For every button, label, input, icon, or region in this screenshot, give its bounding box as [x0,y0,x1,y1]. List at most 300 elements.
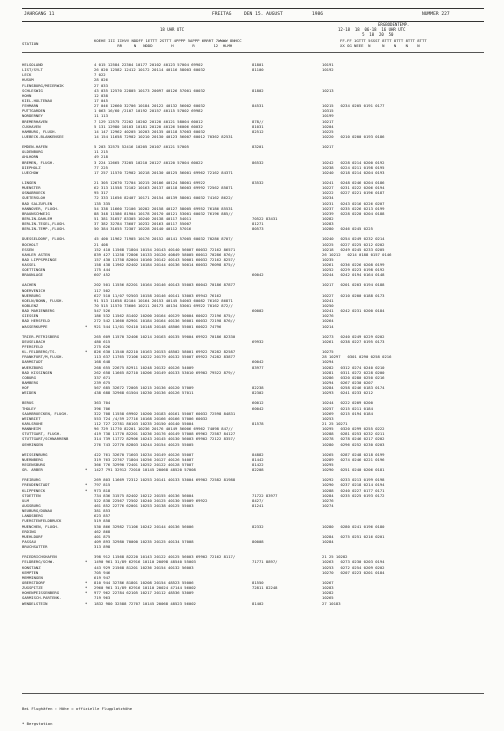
station-name: BAMBERG [22,380,39,386]
station-name: LECK [22,72,32,78]
observation-code: 314 739 11772 82906 10243 20145 40130 56003 69902 72122 8357/ [94,436,236,442]
soil-temp-code: 10227 0210 0200 0188 0173 [322,292,385,298]
station-header: STATION [22,41,39,46]
station-name: PUTTGARDEN [22,108,46,114]
station-name: OEHRINGEN [22,441,43,447]
station-name: HUSUM [22,77,34,83]
observation-code: 1490 961 31/89 62916 10110 20098 48540 55003 [94,559,196,565]
observation-code: 11 113 [94,113,108,119]
observation-code: 135 335 [94,200,111,206]
observation-code: 567 685 32672 72005 10215 20136 40120 57009 [94,385,194,391]
extra-code: 60042 [252,272,264,278]
observation-code: 839 427 11258 72806 10133 20120 40849 58005 60012 70286 876// [94,251,236,257]
station-name: BAD KISSINGEN [22,369,53,375]
station-name: ULM [22,497,29,503]
observation-code: 272 542 11660 82901 10184 20164 40136 56001 60032 72198 876// [94,318,236,324]
station-name: BRAUNLAGE [22,272,43,278]
soil-temp-code: 10278 0278 0246 0217 0202 [322,436,385,442]
observation-code: 96 729 11770 82201 10236 20176 40149 56006 69962 74098 847// [94,426,233,432]
station-name: STUTTGART/SCHNARRENB [22,436,69,442]
station-name: EMDEN-HAFEN [22,144,48,150]
station-name: MUEHLDORF [22,533,43,539]
observation-code: 158 438 11962 82402 10184 20144 40136 50014 60032 76098 875// [94,262,236,268]
observation-code: 2960 961 31/89 62916 10110 20024 47144 56002 [94,585,196,591]
station-name: MEMMINGEN [22,574,43,580]
soil-temp-code: 10239 0228 0220 0204 0188 [322,210,385,216]
station-name: KASSEL [22,262,36,268]
observation-code: 973 818 [94,487,111,493]
station-name: BERUS [22,400,34,406]
soil-temp-code: 10282 [322,215,334,221]
observation-code: 113 637 11765 72106 10222 20179 40132 55007 69922 74282 83877 [94,354,236,360]
station-name: HOF [22,385,29,391]
soil-temp-code: 10290 0237 0218 0214 0194 [322,482,385,488]
soil-temp-code: 10231 0243 0216 0226 0207 [322,200,385,206]
station-name: BREMERHAVEN [22,118,48,124]
station-name: FREIBURG [22,477,41,483]
station-name: GIESSEN [22,313,39,319]
observation-code: 623 857 [94,513,111,519]
observation-code: 5 131 12980 10103 10181 20120 40126 56006 60032 [94,123,203,129]
extra-code: 82302 [252,390,264,396]
station-name: KAHLER ASTEN [22,251,50,257]
soil-temp-code: 10238 0224 0211 0198 0195 [322,164,385,170]
observation-code: 519 858 [94,518,111,524]
observation-code: 337 671 [94,374,111,380]
soil-temp-code: 10274 [322,502,334,508]
extra-code: 878// [252,118,264,124]
mountain-marker: * [85,590,88,596]
station-name: AUGSBURG [22,502,41,508]
station-name: HOHN [22,92,32,98]
utc-label: 18 UHR UTC [160,27,185,32]
soil-temp-code: 10283 [322,585,334,591]
soil-temp-code: 10252 0229 0223 0198 0192 [322,267,385,273]
extra-code: 71722 83977 [252,492,278,498]
soil-temp-code: 10192 [322,67,334,73]
soil-temp-code: 10282 [322,590,334,596]
observation-code: 12 038 [94,92,108,98]
station-name: REGENSBURG [22,461,46,467]
table-row [22,134,484,139]
observation-code: 45 400 11962 71905 10176 20152 40141 57005 60032 70286 8707/ [94,236,233,242]
observation-code: 276 743 22770 82803 10244 20154 40125 55005 [94,441,194,447]
station-name: HELGOLAND [22,62,43,67]
station-name: FRIEDRICHSHAFEN [22,554,57,560]
station-name: STUTTGART, FLUGH. [22,431,62,437]
station-name: GOETTINGEN [22,267,46,273]
station-name: KARLSRUHE [22,421,43,426]
mountain-marker: * [85,579,88,585]
soil-temp-code: 10253 [322,415,334,421]
soil-temp-code: 10222 0227 0221 0196 0187 [322,190,385,196]
soil-temp-code: 10240 0218 0214 0204 0193 [322,169,385,175]
mountain-marker: * [85,487,88,493]
station-name: NUERNBERG [22,456,43,462]
observation-code: 17 045 [94,97,108,103]
mountain-marker: * [85,600,88,606]
extra-code: 82208 [252,467,264,473]
observation-code: 1832 980 32588 72707 10145 20068 48523 56002 [94,600,196,606]
extra-code: 72811 82248 [252,585,278,591]
station-group [22,554,484,605]
soil-temp-code: 10276 [322,313,334,319]
soil-temp-code: 10280 0280 0241 0196 0180 [322,523,385,529]
soil-temp-code: 10241 0248 0246 0204 0186 [322,179,385,185]
soil-temp-code: 10227 0231 0222 0206 0194 [322,185,385,191]
observation-code: 262 658 11665 82710 10206 20149 40133 53010 69902 79522 879// [94,369,236,375]
station-group [22,282,484,328]
station-group [22,477,484,549]
station-name: KONSTANZ [22,564,41,570]
extra-code: 81271 [252,221,264,227]
soil-temp-code: 10240 0254 0249 0232 0214 [322,236,385,242]
observation-code: 17 257 11570 72902 10218 20130 40125 56001 69962 72162 84371 [94,169,233,175]
soil-temp-code: 10191 [322,62,334,67]
extra-code: 84882 [252,451,264,457]
observation-code: 5 203 32575 52416 10205 20107 40121 57005 [94,144,189,150]
observation-code: 396 706 [94,405,111,411]
observation-code: 719 963 [94,595,111,601]
soil-temp-code: 10217 0201 0203 0194 0188 [322,282,385,288]
soil-temp-code: 10257 0215 0211 0184 [322,405,373,411]
soil-temp-code: 10282 0312 0274 0240 0210 [322,364,385,370]
observation-code: 705 946 [94,569,111,575]
observation-code: 366 776 32990 72401 10252 20122 40128 57007 [94,461,194,467]
station-name: AACHEN [22,282,36,288]
observation-code: 88 348 11586 81904 10178 20170 40121 53001 60032 76196 885// [94,210,233,216]
weekday-label: FREITAG [212,12,232,17]
depths-label: 5 10 20 50 [338,32,394,37]
mountain-marker: * [85,467,88,473]
footnote-airport: Bei Flughäfen : Höhe = offizielle Flugplatzhöhe [22,706,133,711]
extra-code: 81550 [252,579,264,585]
station-name: NUERBURG [22,292,41,298]
observation-code: 269 803 11669 72312 10253 20141 40133 53004 69902 72582 81988 [94,477,236,483]
station-table [22,62,484,611]
soil-temp-code: 10294 0267 0230 0207 [322,380,373,386]
station-name: HOHENPEISSENBERG [22,590,60,596]
soil-temp-code: 21 25 10271 [322,421,348,426]
soil-temp-code: 10286 0320 0280 0250 0216 [322,374,385,380]
soil-temp-code: 10217 [322,144,334,150]
soil-temp-code: 10273 0240 0249 0229 0202 [322,333,385,339]
station-name: FREUDENSTADT [22,482,50,488]
soil-temp-code: 10284 0235 0225 0193 0172 [322,492,385,498]
observation-code: 62 313 11558 72102 10163 20137 40118 56003 69992 72562 85871 [94,185,233,191]
observation-code: 50 384 31655 72307 10228 20140 40112 57016 [94,226,192,232]
station-name: HAMBURG, FLUGH. [22,128,57,134]
station-name: KLIPPENECK [22,487,46,493]
extra-code: 81241 [252,502,264,508]
station-name: BERLIN-TEMP.,FLUGH. [22,226,66,232]
observation-code: 117 502 [94,287,111,293]
station-name: AHLHORN [22,154,39,160]
observation-code: 186 532 11562 81402 10200 20164 40129 50004 60022 72196 875// [94,313,236,319]
observation-code: 401 875 [94,533,111,539]
station-name: DARMSTADT [22,359,43,365]
soil-temp-code: 10261 0236 0226 0208 0199 [322,262,385,268]
soil-temp-code: 10225 [322,128,334,134]
soil-temp-code: 10290 0251 0240 0206 0181 [322,467,385,473]
station-name: MUENSTER [22,185,41,191]
station-name: DUESSELDORF, FLUGH. [22,236,66,242]
soil-temp-code: 10284 0275 0251 0216 0201 [322,533,385,539]
station-name: WUERZBURG [22,364,43,370]
observation-code: 313 898 [94,544,111,550]
station-name: NOERVENICH [22,287,46,293]
station-name: LUEBECK-BLANKENSEE [22,133,64,139]
soil-temp-code: 10234 [322,195,334,201]
station-name: DEUSELBACH [22,338,46,344]
soil-temp-code: 10242 0228 0214 0200 0192 [322,159,385,165]
observation-code: 1 063 16/60 /2107 10192 20157 40115 57002 69982 [94,108,203,114]
station-group [22,144,484,175]
station-name: GUETERSLOH [22,195,46,201]
station-name: BERLIN-TEGEL,FLUGH. [22,221,66,227]
extra-code: 71771 8897/ [252,559,278,565]
station-name: BAD MARIENBERG [22,308,55,314]
extra-code: 81801 [252,62,264,67]
soil-temp-code: 10250 [322,303,334,309]
observation-code: 14 147 12962 40205 10203 20135 40118 57003 60032 [94,128,206,134]
soil-temp-code: 10280 0246 0245 0225 [322,226,373,232]
station-name: KEMPTEN [22,569,39,575]
extra-code: 83977 [252,364,264,370]
table-row [22,170,484,175]
station-name: KIEL-HOLTENAU [22,97,53,103]
table-row [22,324,484,329]
station-name: MUENCHEN, FLUGH. [22,523,60,529]
station-name: WEISSENBURG [22,451,48,457]
extra-code: 60012 [252,400,264,406]
station-name: KOBLENZ [22,303,39,309]
observation-code: 265 609 11570 32406 10214 20163 40135 59004 69922 70186 82330 [94,333,236,339]
table-row [22,601,484,606]
station-name: BAD HERSFELD [22,318,50,324]
station-name: STOETTEN [22,492,41,498]
soil-temp-code: 10217 [322,118,334,124]
station-name: PFERSFELD [22,344,43,350]
soil-temp-label: ERGBODENTEMP. [378,22,410,27]
station-name: LUECHOW [22,169,39,175]
observation-code: 322 708 11558 69902 10200 20183 40161 55007 60032 72598 84831 [94,410,236,416]
observation-code: 37 382 32784 73607 10232 20163 40117 55007 [94,221,192,227]
soil-temp-code: 10267 [322,579,334,585]
extra-code: 81031 [252,123,264,129]
observation-code: 95 317 [94,190,108,196]
soil-temp-code: 10241 [322,297,334,303]
station-name: HANNOVER, FLUGH. [22,205,60,211]
extra-code: 81100 [252,67,264,73]
observation-code: 275 626 [94,344,111,350]
year-label: 1986 [312,12,324,17]
soil-temp-code: 10281 0311 0272 0228 0200 [322,369,385,375]
soil-temp-code: 10265 [322,595,334,601]
soil-temp-code: 10244 0222 0209 0200 [322,400,373,406]
observation-code: 43 035 12570 22805 10173 20097 40126 57001 60032 [94,87,206,93]
station-group [22,236,484,277]
observation-code: 530 866 32982 71106 10242 20144 40136 56006 [94,523,194,529]
observation-code: 409 893 32980 70000 10235 20125 40134 57008 [94,538,194,544]
soil-temp-code: 10288 0281 0253 0232 0211 [322,431,385,437]
soil-temp-code: 10225 0227 0225 0212 0202 [322,241,385,247]
station-name: OSNABRUECK [22,190,46,196]
extra-code: 60002 [252,308,264,314]
observation-code: 480 615 [94,338,111,344]
observation-code: 3 224 12665 73205 10210 20127 40120 57004 60022 [94,159,203,165]
station-name: FRANKFURT/M,FLUGH. [22,354,64,360]
soil-temp-code: 26 10212 0214 0188 0157 0146 [322,251,392,257]
station-group [22,400,484,446]
soil-temp-code: 10284 0258 0246 0183 0174 [322,385,385,391]
extra-code: 81442 [252,456,264,462]
soil-temp-code: 10315 [322,108,334,114]
volume-label: JAHRGANG 11 [24,12,55,17]
observation-code: 54 338 11660 72106 10202 20158 40127 58005 69952 76186 85531 [94,205,233,211]
observation-code: 11 215 [94,149,108,155]
right-code-header: FF-FF 1GTTT 5SSST 8TTT 8TTT 8TTT 8TTT [340,38,427,43]
extra-code: 60042 [252,405,264,411]
station-name: BRAUNSCHWEIG [22,210,50,216]
observation-code: 21 408 [94,241,108,247]
table-row [22,272,484,277]
station-name: PASSAU [22,538,36,544]
soil-temp-code: 10265 0287 0248 0218 0199 [322,451,385,457]
soil-temp-code: 10241 0242 0231 0200 0184 [322,308,385,314]
extra-code: 70522 83431 [252,215,278,221]
station-name: CUXHAVEN [22,123,41,129]
observation-code: 27 046 12660 32706 10184 20122 40132 56002 60032 [94,103,206,109]
station-name: BREMEN, FLUGH. [22,159,55,165]
station-name: FELDBERG/SCHW. [22,559,55,565]
issue-number: NUMMER 227 [422,12,450,17]
soil-temp-code: 10215 0234 0205 0191 0177 [322,103,385,109]
observation-code: 202 501 11556 82201 10164 20146 40143 55003 60042 70186 87877 [94,282,236,288]
station-name: BERLIN-DAHLEM [22,215,53,221]
station-name: NORDERNEY [22,113,43,119]
station-name: BRUCHSATTER [22,544,48,550]
station-name: SCHLESWIG [22,87,43,93]
observation-code: 51 381 31657 83305 10240 20138 40117 54011 [94,215,192,221]
station-name: WEIDEN [22,390,36,396]
main-code-header: KOEHE III IIHVV NDDFF 1ETTT 2STTT 4PPPP 5APPP 6RRRT 7WWWW 8NHCC [94,38,242,43]
station-name: BAD LIPPSPRINGE [22,256,57,262]
observation-code: 462 868 [94,528,111,534]
observation-code: 7 022 [94,72,106,78]
soil-temp-code: 10270 0207 0223 0201 0184 [322,569,385,575]
right-times-label: 12-18 18 06-18 16 UHR UTC [338,27,406,32]
soil-temp-code: 10204 [322,123,334,129]
station-group [22,334,484,396]
mountain-marker: * [85,482,88,488]
soil-temp-code: 10220 0210 0200 0193 0186 [322,133,385,139]
table-row [22,467,484,472]
soil-temp-code: 10284 [322,538,334,544]
station-group [22,180,484,231]
observation-code: 7 129 12575 72202 10202 20120 40121 58004 60012 [94,118,203,124]
extra-code: 80008 [252,538,264,544]
footnote-mountain: * Bergstation [22,721,53,726]
observation-code: 547 526 [94,308,111,314]
station-name: KOELN/BONN, FLUGH. [22,297,64,303]
header-rule [22,52,484,53]
mountain-marker: * [85,323,88,329]
observation-code: 921 544 11/01 92410 10148 20148 48506 55001 60022 74796 [94,323,222,329]
soil-temp-code: 10288 0240 0227 0177 0171 [322,487,385,493]
station-name: ESSEN [22,246,34,252]
station-name: FUERSTENFELDBRUCK [22,518,62,524]
station-name: GR. ARBER [22,467,43,473]
table-row [22,390,484,395]
extra-code: 81578 [252,421,264,426]
extra-code: 84531 [252,103,264,109]
observation-code: 443 929 21568 81201 10236 20154 40132 56003 [94,564,194,570]
mountain-marker: * [85,349,88,355]
station-name: WENDELSTEIN [22,600,48,606]
extra-code: 81402 [252,600,264,606]
observation-code: 619 947 [94,574,111,580]
observation-code: 21 305 12670 72704 10215 20106 40124 58001 69922 [94,179,206,185]
observation-code: 152 410 11568 71804 10154 20143 40140 56007 60032 72162 86571 [94,246,236,252]
extra-code: 81422 [252,461,264,467]
observation-code: 319 763 22767 71804 10256 20127 40126 54007 [94,456,194,462]
extra-code: 81802 [252,87,264,93]
right-units-header: XX GG NEEE N N N N N [340,43,420,48]
footnotes [22,696,132,731]
station-name: SAARBRUECKEN, FLUGH. [22,410,69,416]
soil-temp-code: 10289 0274 0246 0221 0196 [322,456,385,462]
observation-code: 157 430 11758 82004 10160 20142 40143 50001 60032 72162 8257/ [94,256,236,262]
extra-code: 86532 [252,159,264,165]
observation-code: 461 852 22776 62001 10253 20138 40125 55003 [94,502,194,508]
soil-temp-code: 28 10297 0301 0290 0258 0216 [322,354,392,360]
observation-code: 72 333 11656 82407 10171 20154 40139 58001 60032 74162 8622/ [94,195,233,201]
extra-code: 60042 [252,359,264,365]
station-name: KL.FELDBERG/TS. [22,349,57,355]
station-name: WASSERKUPPE [22,323,48,329]
observation-code: 70 515 11570 73606 10211 20173 40134 53001 69922 70162 872// [94,303,233,309]
station-name: WEINBIET [22,415,41,421]
soil-temp-code: 10294 [322,359,334,365]
station-name: BAD SALZUFLEN [22,200,53,206]
station-name: LANDSBERG [22,513,43,519]
station-name: FLENSBURG/MEIERWIK [22,82,64,88]
soil-temp-code: 10199 [322,113,334,119]
observation-code: 522 838 22567 72502 10240 20125 40130 55009 69922 [94,497,208,503]
observation-code: 381 853 [94,508,111,514]
observation-code: 26 020 12582 12412 10172 20114 40116 58003 60032 [94,67,206,73]
observation-code: 627 510 11/07 92503 10158 20146 40141 53003 69942 76162 [94,292,222,298]
extra-code: 83201 [252,144,264,150]
observation-code: 553 724 /4/59 27716 10168 20166 40166 57006 60032 [94,415,208,421]
observation-code: 1427 791 32912 72010 10145 20068 48520 57008 [94,467,196,473]
station-name: BOCHOLT [22,241,39,247]
station-name: OBERSTDORF [22,579,46,585]
observation-code: 419 738 11770 82201 10236 20176 40149 57008 69962 72587 84127 [94,431,236,437]
extra-code: 82238 [252,385,264,391]
soil-temp-code: 10293 0241 0233 0212 [322,390,373,396]
station-name: ERDING [22,528,36,534]
extra-code: 82512 [252,128,264,134]
table-row [22,442,484,447]
soil-temp-code: 10253 0272 0254 0209 0202 [322,564,385,570]
station-name: TRIER-PETRISBERG [22,333,60,339]
soil-temp-code: 10261 0238 0227 0195 0173 [322,338,385,344]
mountain-marker: * [85,559,88,565]
soil-temp-code: 10244 0242 0194 0164 0148 [322,272,385,278]
extra-code: 69932 [252,338,264,344]
